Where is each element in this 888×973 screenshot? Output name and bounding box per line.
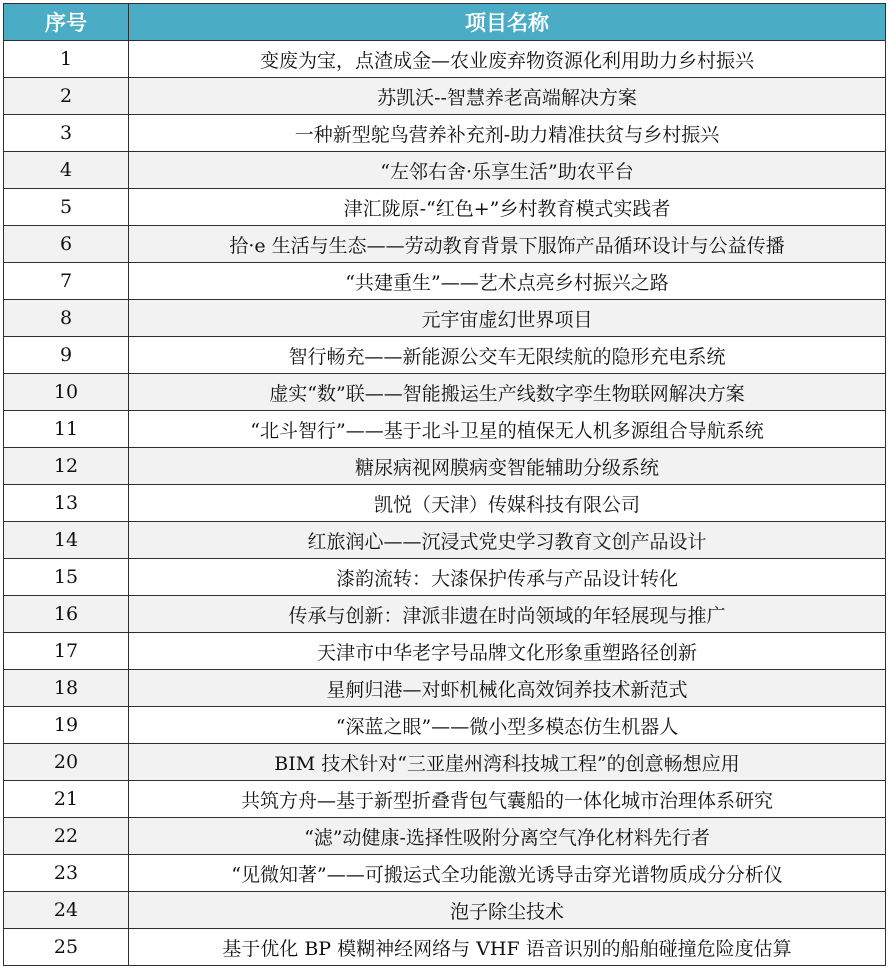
table-row bbox=[4, 522, 886, 559]
row-index: 22 bbox=[4, 818, 129, 855]
table-row bbox=[4, 855, 886, 892]
table-row bbox=[4, 781, 886, 818]
table-row bbox=[4, 929, 886, 966]
header-name: 项目名称 bbox=[129, 4, 886, 41]
row-project-name: 基于优化 BP 模糊神经网络与 VHF 语音识别的船舶碰撞危险度估算 bbox=[129, 929, 886, 966]
row-project-name: 智行畅充——新能源公交车无限续航的隐形充电系统 bbox=[129, 337, 886, 374]
table-row bbox=[4, 337, 886, 374]
row-project-name: “北斗智行”——基于北斗卫星的植保无人机多源组合导航系统 bbox=[129, 411, 886, 448]
row-index: 24 bbox=[4, 892, 129, 929]
row-index: 9 bbox=[4, 337, 129, 374]
row-project-name: “左邻右舍·乐享生活”助农平台 bbox=[129, 152, 886, 189]
row-project-name: 变废为宝，点渣成金—农业废弃物资源化利用助力乡村振兴 bbox=[129, 41, 886, 78]
row-index: 21 bbox=[4, 781, 129, 818]
row-project-name: “共建重生”——艺术点亮乡村振兴之路 bbox=[129, 263, 886, 300]
project-table bbox=[3, 3, 886, 966]
row-index: 17 bbox=[4, 633, 129, 670]
row-index: 7 bbox=[4, 263, 129, 300]
row-index: 15 bbox=[4, 559, 129, 596]
row-index: 3 bbox=[4, 115, 129, 152]
row-index: 16 bbox=[4, 596, 129, 633]
row-index: 8 bbox=[4, 300, 129, 337]
row-project-name: 天津市中华老字号品牌文化形象重塑路径创新 bbox=[129, 633, 886, 670]
row-index: 10 bbox=[4, 374, 129, 411]
row-project-name: 共筑方舟—基于新型折叠背包气囊船的一体化城市治理体系研究 bbox=[129, 781, 886, 818]
row-project-name: 元宇宙虚幻世界项目 bbox=[129, 300, 886, 337]
row-project-name: BIM 技术针对“三亚崖州湾科技城工程”的创意畅想应用 bbox=[129, 744, 886, 781]
table-header-row bbox=[4, 4, 886, 41]
row-index: 25 bbox=[4, 929, 129, 966]
table-row bbox=[4, 78, 886, 115]
table-row bbox=[4, 448, 886, 485]
table-row bbox=[4, 707, 886, 744]
row-project-name: 星舸归港—对虾机械化高效饲养技术新范式 bbox=[129, 670, 886, 707]
row-project-name: 津汇陇原-“红色+”乡村教育模式实践者 bbox=[129, 189, 886, 226]
row-project-name: “滤”动健康-选择性吸附分离空气净化材料先行者 bbox=[129, 818, 886, 855]
row-index: 6 bbox=[4, 226, 129, 263]
row-index: 23 bbox=[4, 855, 129, 892]
table-row bbox=[4, 818, 886, 855]
row-project-name: “深蓝之眼”——微小型多模态仿生机器人 bbox=[129, 707, 886, 744]
row-index: 5 bbox=[4, 189, 129, 226]
row-project-name: 糖尿病视网膜病变智能辅助分级系统 bbox=[129, 448, 886, 485]
row-index: 19 bbox=[4, 707, 129, 744]
row-index: 18 bbox=[4, 670, 129, 707]
table-row bbox=[4, 41, 886, 78]
table-row bbox=[4, 559, 886, 596]
row-project-name: 拾·e 生活与生态——劳动教育背景下服饰产品循环设计与公益传播 bbox=[129, 226, 886, 263]
row-index: 14 bbox=[4, 522, 129, 559]
table-body bbox=[4, 41, 886, 966]
table-row bbox=[4, 374, 886, 411]
row-project-name: “见微知著”——可搬运式全功能激光诱导击穿光谱物质成分分析仪 bbox=[129, 855, 886, 892]
row-project-name: 一种新型鸵鸟营养补充剂-助力精准扶贫与乡村振兴 bbox=[129, 115, 886, 152]
row-project-name: 凯悦（天津）传媒科技有限公司 bbox=[129, 485, 886, 522]
row-index: 2 bbox=[4, 78, 129, 115]
row-project-name: 苏凯沃--智慧养老高端解决方案 bbox=[129, 78, 886, 115]
header-index: 序号 bbox=[4, 4, 129, 41]
table-row bbox=[4, 596, 886, 633]
table-row bbox=[4, 115, 886, 152]
table-row bbox=[4, 189, 886, 226]
table-row bbox=[4, 633, 886, 670]
row-project-name: 泡子除尘技术 bbox=[129, 892, 886, 929]
table-row bbox=[4, 300, 886, 337]
row-project-name: 传承与创新：津派非遗在时尚领域的年轻展现与推广 bbox=[129, 596, 886, 633]
table-row bbox=[4, 744, 886, 781]
row-index: 20 bbox=[4, 744, 129, 781]
table-row bbox=[4, 226, 886, 263]
table-row bbox=[4, 892, 886, 929]
table-row bbox=[4, 263, 886, 300]
row-index: 4 bbox=[4, 152, 129, 189]
row-project-name: 漆韵流转：大漆保护传承与产品设计转化 bbox=[129, 559, 886, 596]
row-index: 1 bbox=[4, 41, 129, 78]
row-index: 11 bbox=[4, 411, 129, 448]
table-row bbox=[4, 152, 886, 189]
row-project-name: 红旅润心——沉浸式党史学习教育文创产品设计 bbox=[129, 522, 886, 559]
table-row bbox=[4, 411, 886, 448]
row-index: 12 bbox=[4, 448, 129, 485]
row-index: 13 bbox=[4, 485, 129, 522]
table-row bbox=[4, 485, 886, 522]
table-row bbox=[4, 670, 886, 707]
row-project-name: 虚实“数”联——智能搬运生产线数字孪生物联网解决方案 bbox=[129, 374, 886, 411]
